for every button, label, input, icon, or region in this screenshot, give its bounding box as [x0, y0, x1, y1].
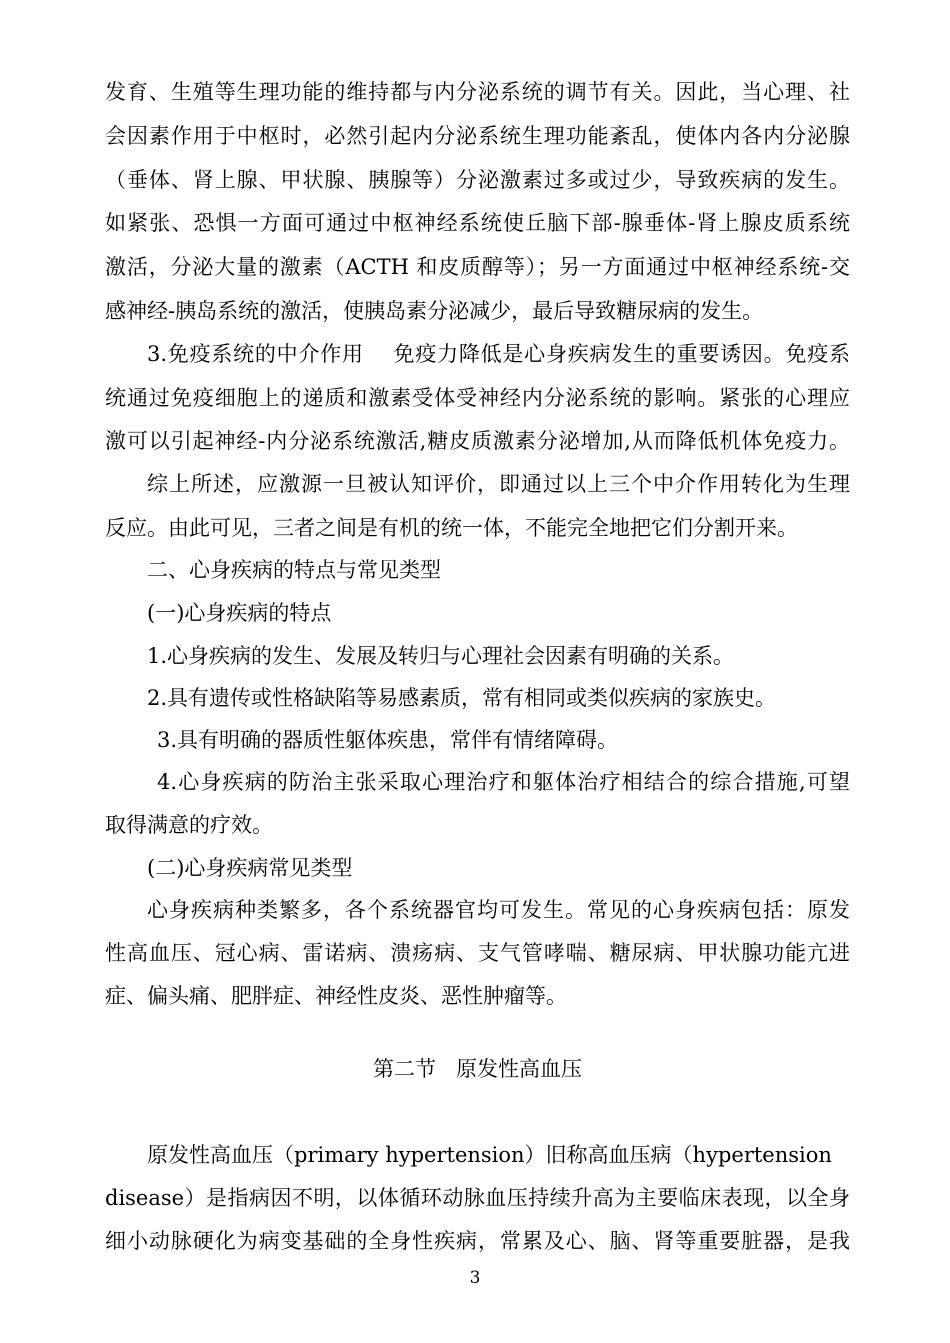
text-line: 感神经-胰岛系统的激活，使胰岛素分泌减少，最后导致糖尿病的发生。 [105, 299, 764, 323]
text-line: 性高血压、冠心病、雷诺病、溃疡病、支气管哮喘、糖尿病、甲状腺功能亢进 [105, 941, 850, 965]
section-heading: 二、心身疾病的特点与常见类型 [147, 558, 441, 582]
list-item: 2.具有遗传或性格缺陷等易感素质，常有相同或类似疾病的家族史。 [147, 686, 777, 710]
list-item: 1.心身疾病的发生、发展及转归与心理社会因素有明确的关系。 [147, 644, 735, 668]
text-line: 症、偏头痛、肥胖症、神经性皮炎、恶性肿瘤等。 [105, 984, 567, 1008]
text-line: 激活，分泌大量的激素（ACTH 和皮质醇等）；另一方面通过中枢神经系统-交 [105, 255, 850, 279]
page-number: 3 [469, 1268, 481, 1288]
text-line: 如紧张、恐惧一方面可通过中枢神经系统使丘脑下部-腺垂体-肾上腺皮质系统 [105, 211, 850, 235]
text-line: 统通过免疫细胞上的递质和激素受体受神经内分泌系统的影响。紧张的心理应 [105, 386, 850, 410]
list-item: 3.具有明确的器质性躯体疾患，常伴有情绪障碍。 [157, 728, 619, 752]
text-line: 取得满意的疗效。 [105, 813, 273, 837]
text-line: 3.免疫系统的中介作用 免疫力降低是心身疾病发生的重要诱因。免疫系 [147, 342, 850, 366]
text-line: 4.心身疾病的防治主张采取心理治疗和躯体治疗相结合的综合措施,可望 [157, 770, 850, 794]
text-line: 激可以引起神经-内分泌系统激活,糖皮质激素分泌增加,从而降低机体免疫力。 [105, 429, 850, 453]
chapter-section-title: 第二节 原发性高血压 [372, 1057, 583, 1081]
text-line: 反应。由此可见，三者之间是有机的统一体，不能完全地把它们分割开来。 [105, 516, 798, 540]
text-line: 心身疾病种类繁多，各个系统器官均可发生。常见的心身疾病包括：原发 [147, 898, 850, 922]
text-line: 原发性高血压（primary hypertension）旧称高血压病（hypertension [147, 1143, 832, 1167]
text-line: 综上所述，应激源一旦被认知评价，即通过以上三个中介作用转化为生理 [147, 472, 850, 496]
text-line: （垂体、肾上腺、甲状腺、胰腺等）分泌激素过多或过少，导致疾病的发生。 [105, 168, 850, 192]
text-line: 细小动脉硬化为病变基础的全身性疾病，常累及心、脑、肾等重要脏器，是我 [105, 1229, 850, 1253]
subsection-heading: (一)心身疾病的特点 [147, 601, 332, 625]
text-line: disease）是指病因不明，以体循环动脉血压持续升高为主要临床表现，以全身 [105, 1186, 850, 1210]
text-line: 发育、生殖等生理功能的维持都与内分泌系统的调节有关。因此，当心理、社 [105, 80, 850, 104]
subsection-heading: (二)心身疾病常见类型 [147, 856, 353, 880]
text-line: 会因素作用于中枢时，必然引起内分泌系统生理功能紊乱，使体内各内分泌腺 [105, 124, 850, 148]
